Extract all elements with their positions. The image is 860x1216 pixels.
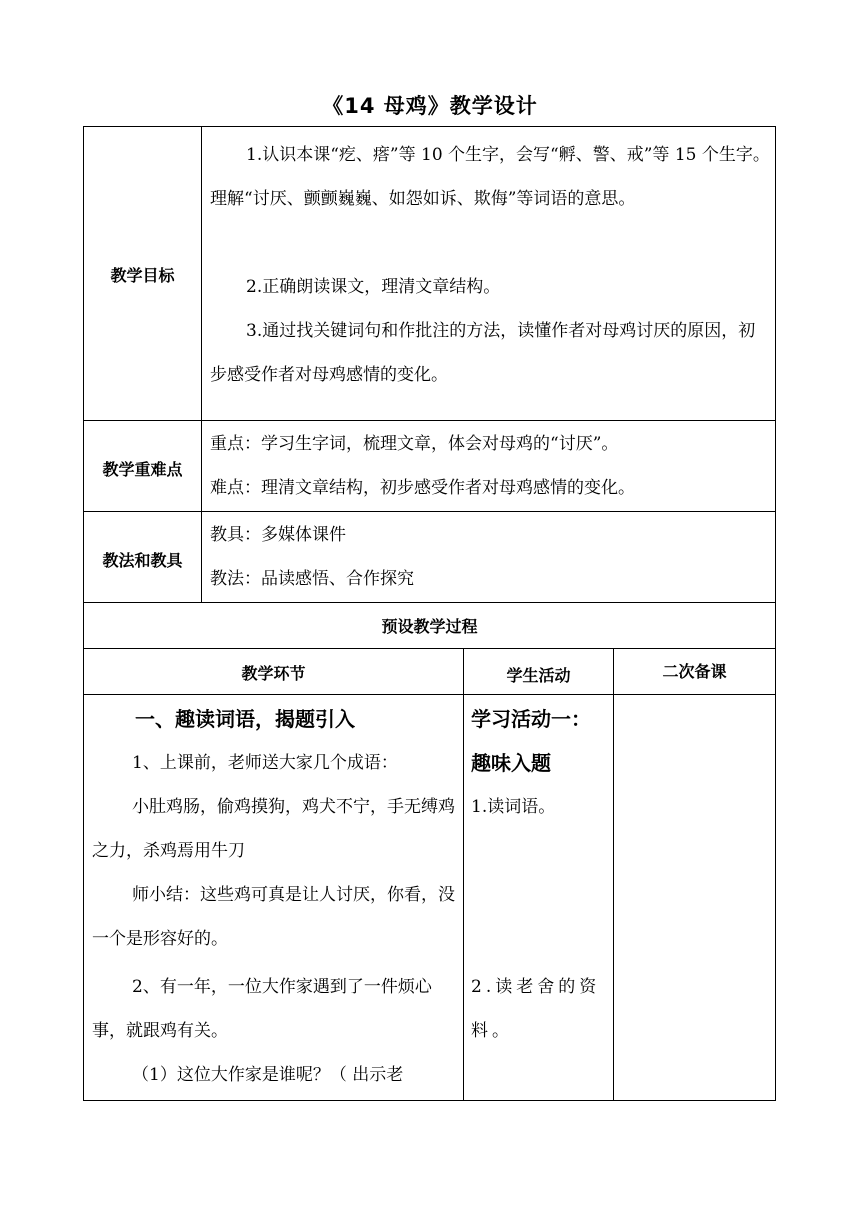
student-activity-heading: 学习活动一： bbox=[471, 707, 591, 731]
methods-label: 教法和教具 bbox=[102, 551, 183, 570]
table-rule bbox=[83, 420, 776, 421]
table-border-bottom bbox=[83, 1100, 776, 1101]
table-col-divider bbox=[463, 648, 464, 1101]
page-title: 《14 母鸡》教学设计 bbox=[322, 94, 538, 118]
table-col-divider bbox=[613, 648, 614, 1101]
segment-paragraph: 1、上课前，老师送大家几个成语： bbox=[132, 753, 398, 773]
column-header-prep: 二次备课 bbox=[662, 662, 727, 681]
table-rule bbox=[83, 511, 776, 512]
table-rule bbox=[83, 694, 776, 695]
objective-item: 2.正确朗读课文，理清文章结构。 bbox=[246, 277, 501, 297]
segment-paragraph: 师小结：这些鸡可真是让人讨厌，你看，没一个是形容好的。 bbox=[92, 885, 455, 949]
process-header: 预设教学过程 bbox=[381, 617, 478, 636]
student-activity-item: 2.读老舍的资料。 bbox=[471, 977, 601, 1041]
table-rule bbox=[83, 602, 776, 603]
methods-tools: 教具：多媒体课件 bbox=[210, 525, 346, 545]
table-col-divider bbox=[201, 126, 202, 602]
objective-item: 1.认识本课“疙、瘩”等 10 个生字，会写“孵、警、戒”等 15 个生字。理解“讨厌、颤颤巍巍、如怨如诉、欺侮”等词语的意思。 bbox=[210, 145, 770, 209]
segment-paragraph: （1）这位大作家是谁呢？（ 出示老 bbox=[132, 1065, 404, 1085]
key-point-difficulty: 难点：理清文章结构，初步感受作者对母鸡感情的变化。 bbox=[210, 478, 635, 498]
segment-heading: 一、趣读词语，揭题引入 bbox=[135, 707, 355, 731]
student-activity-item: 1.读词语。 bbox=[471, 797, 556, 817]
column-header-student: 学生活动 bbox=[506, 666, 571, 685]
methods-approach: 教法：品读感悟、合作探究 bbox=[210, 569, 414, 589]
table-rule bbox=[83, 648, 776, 649]
objectives-label: 教学目标 bbox=[110, 266, 175, 285]
segment-paragraph: 小肚鸡肠，偷鸡摸狗，鸡犬不宁，手无缚鸡之力，杀鸡焉用牛刀 bbox=[92, 797, 455, 861]
key-point-focus: 重点：学习生字词，梳理文章，体会对母鸡的“讨厌”。 bbox=[210, 434, 619, 454]
student-activity-heading: 趣味入题 bbox=[471, 751, 551, 775]
key-points-label: 教学重难点 bbox=[102, 460, 183, 479]
table-border-top bbox=[83, 126, 776, 127]
objective-item: 3.通过找关键词句和作批注的方法，读懂作者对母鸡讨厌的原因，初步感受作者对母鸡感情的变化。 bbox=[210, 321, 756, 385]
segment-paragraph: 2、有一年，一位大作家遇到了一件烦心事，就跟鸡有关。 bbox=[92, 977, 432, 1041]
table-border-right bbox=[775, 126, 776, 1101]
column-header-segment: 教学环节 bbox=[241, 664, 306, 683]
